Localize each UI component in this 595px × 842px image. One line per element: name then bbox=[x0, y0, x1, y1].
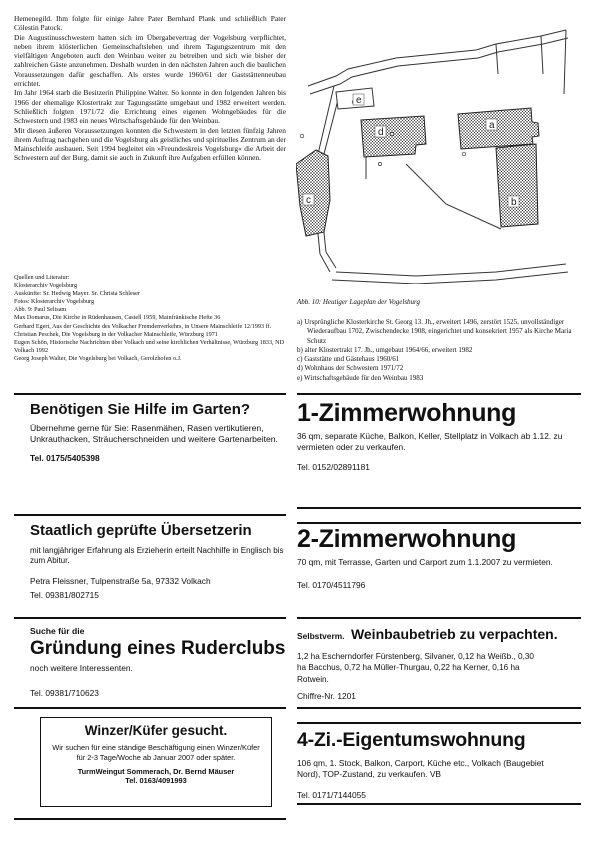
ad-phone: Tel. 0152/02891181 bbox=[297, 462, 370, 472]
source-line: Abb. 9: Paul Selisam bbox=[14, 306, 67, 314]
ad-phone: Tel. 0175/5405398 bbox=[30, 453, 100, 464]
ad-divider bbox=[297, 393, 581, 395]
map-label-e: e bbox=[356, 95, 362, 106]
map-label-b: b bbox=[511, 197, 517, 208]
article-paragraph: Hemenegild. Ihm folgte für einige Jahre Pater Bernhard Plank und schließlich Pater Cölestin Patock. bbox=[14, 14, 286, 33]
ad-phone: Tel. 09381/802715 bbox=[30, 590, 99, 600]
ad-rowing-club bbox=[30, 626, 286, 698]
map-label-c: c bbox=[306, 195, 311, 206]
ad-divider bbox=[297, 722, 581, 724]
ad-body: 106 qm, 1. Stock, Balkon, Carport, Küche etc., Volkach (Baugebiet Nord), TOP-Zustand, zu verkaufen. VB bbox=[297, 758, 544, 779]
ad-title: 1-Zimmerwohnung bbox=[297, 399, 517, 427]
ad-kicker: Selbstverm. bbox=[297, 631, 345, 641]
building-b bbox=[496, 144, 538, 227]
ad-body: Übernehme gerne für Sie: Rasenmähen, Rasen vertikutieren, Unkrauthacken, Sträucherschneiden und weitere Gartenarbeiten. bbox=[30, 423, 278, 444]
building-c bbox=[296, 150, 330, 236]
ad-divider bbox=[14, 617, 286, 619]
ad-phone: Tel. 0170/4511796 bbox=[297, 580, 366, 590]
ad-title: Staatlich geprüfte Übersetzerin bbox=[30, 522, 252, 539]
ad-body: 36 qm, separate Küche, Balkon, Keller, Stellplatz in Volkach ab 1.12. zu vermieten oder zu verkaufen. bbox=[297, 431, 563, 452]
ad-title: Winzer/Küfer gesucht. bbox=[84, 723, 228, 738]
ad-divider bbox=[297, 507, 581, 509]
ad-phone: Tel. 09381/710623 bbox=[30, 688, 99, 698]
ad-garden-help bbox=[30, 401, 286, 463]
ad-phone: Tel. 0163/4091993 bbox=[125, 776, 187, 786]
source-line: Auskünfte: Sr. Hedwig Mayer. Sr. Christa Schleser bbox=[14, 290, 140, 298]
map-label-d: d bbox=[378, 127, 384, 138]
legend-item: c) Gaststätte und Gästehaus 1960/61 bbox=[297, 355, 400, 364]
ad-translator bbox=[30, 522, 286, 600]
ad-divider bbox=[14, 393, 286, 395]
article-paragraph: Mit diesen äußeren Voraussetzungen konnten die Schwestern in den letzten fünfzig Jahren ihrem Auftrag nachgehen und die Vogelsburg als geistliches und spirituelles Zentrum an der Mainschleife ausbauen. Seit 1994 begleitet ein »Freundeskreis Vogelsburg« die Arbeit der Schwestern auf der Burg, damit sie auch in Zukunft ihre Aufgaben erfüllen können. bbox=[14, 125, 286, 163]
legend-item: a) Ursprüngliche Klosterkirche St. Georg 13. Jh., erweitert 1496, zerstört 1525, unvollständiger Wiederaufbau 1702, Zwischendecke 1908, eingerichtet und konsekriert 1957 als Kirche Maria Schutz bbox=[297, 318, 572, 345]
ad-title: 4-Zi.-Eigentumswohnung bbox=[297, 729, 526, 751]
ad-divider bbox=[297, 617, 581, 619]
ad-4-room-condo bbox=[297, 729, 581, 800]
ad-chiffre: Chiffre-Nr. 1201 bbox=[297, 690, 356, 701]
legend-item: e) Wirtschaftsgebäude für den Weinbau 1983 bbox=[297, 373, 424, 382]
sources-list bbox=[14, 274, 286, 363]
source-line: Quellen und Literatur: bbox=[14, 274, 70, 281]
building-a bbox=[458, 108, 539, 149]
source-line: Klosterarchiv Vogelsburg bbox=[14, 282, 78, 290]
ad-1-room-apartment bbox=[297, 399, 581, 472]
source-line: Gerhard Egert, Aus der Geschichte des Volkacher Fremdenverkehrs, in Unsere Mainschleife 12/1993 ff. bbox=[14, 322, 272, 330]
ad-address: Petra Fleissner, Tulpenstraße 5a, 97332 Volkach bbox=[30, 576, 211, 586]
ad-title: Gründung eines Ruderclubs bbox=[30, 638, 286, 659]
source-line: Christian Peschek, Die Vogelsburg in der Volkacher Mainschleife, Würzburg 1971 bbox=[14, 330, 218, 338]
legend-item: b) alter Klostertrakt 17. Jh., umgebaut 1964/66, erweitert 1982 bbox=[297, 345, 473, 354]
ad-winegrower-wanted bbox=[40, 717, 272, 807]
ad-title: Weinbaubetrieb zu verpachten. bbox=[350, 626, 558, 642]
ad-body: 70 qm, mit Terrasse, Garten und Carport zum 1.1.2007 zu vermieten. bbox=[297, 557, 553, 567]
source-line: Fotos: Klosterarchiv Vogelsburg bbox=[14, 298, 95, 306]
ad-divider bbox=[14, 818, 286, 820]
ad-body: noch weitere Interessenten. bbox=[30, 663, 133, 673]
ad-divider bbox=[297, 707, 581, 709]
map-caption: Abb. 10: Heutiger Lageplan der Vogelsburg bbox=[297, 298, 421, 306]
ad-vineyard-lease bbox=[297, 626, 581, 701]
building-d bbox=[361, 116, 426, 157]
ad-kicker: Suche für die bbox=[30, 626, 85, 636]
source-line: Max Domarus, Die Kirche in Rüdenhausen, Castell 1959, Mainfränkische Hefte 36 bbox=[14, 314, 221, 322]
legend-item: d) Wohnhaus der Schwestern 1971/72 bbox=[297, 364, 404, 373]
map-label-a: a bbox=[489, 120, 495, 131]
map-legend bbox=[297, 318, 582, 383]
ad-heading bbox=[297, 626, 581, 644]
article-paragraph: Die Augustinusschwestern hatten sich im Übergabevertrag der Vogelsburg verpflichtet, neben ihrem klösterlichen Gemeinschaftsleben und ihrem Tagungszentrum mit den vielfältigen Angeboten auch den Weinbau weiter zu betreiben und sich wie bisher der zahlreichen Gäste anzunehmen. Deshalb wurden in den nächsten Jahren auch die baulichen Voraussetzungen dafür geschaffen. Als erstes wurde 1960/61 der Gaststättenneubau errichtet. bbox=[14, 32, 286, 89]
source-line: Georg Joseph Walter, Die Vogelsburg bei Volkach, Gerolzhofen o.J. bbox=[14, 354, 182, 362]
ad-body: mit langjähriger Erfahrung als Erzieherin erteilt Nachhilfe in Englisch bis zum Abitur. bbox=[30, 546, 284, 565]
ad-title: Benötigen Sie Hilfe im Garten? bbox=[30, 401, 251, 418]
ad-title: 2-Zimmerwohnung bbox=[297, 525, 517, 553]
site-plan-map bbox=[296, 14, 586, 284]
ad-body: Wir suchen für eine ständige Beschäftigung einen Winzer/Küfer für 2-3 Tage/Woche ab Januar 2007 oder später. bbox=[52, 743, 260, 762]
ad-divider bbox=[297, 522, 581, 524]
article-text bbox=[14, 14, 286, 163]
ad-2-room-apartment bbox=[297, 525, 581, 590]
ad-divider bbox=[14, 707, 286, 709]
ad-company: TurmWeingut Sommerach, Dr. Bernd Mäuser bbox=[77, 767, 235, 777]
ad-phone: Tel. 0171/7144055 bbox=[297, 790, 366, 800]
article-paragraph: Im Jahr 1964 starb die Besitzerin Philippine Walter. So konnte in den folgenden Jahren bis 1966 der ehemalige Klostertrakt zur Tagungsstätte umgebaut und 1982 erweitert werden. Schließlich folgten 1971/72 die Errichtung eines eigenen Wohngebäudes für die Schwestern und 1983 ein neues Wirtschaftsgebäude für den Weinbau. bbox=[14, 88, 286, 126]
ad-divider bbox=[297, 803, 581, 805]
source-line: Eugen Schön, Historische Nachrichten über Volkach und seine kirchlichen Verhältnisse, Würzburg 1833, ND Volkach 1992 bbox=[14, 338, 285, 354]
ad-body: 1,2 ha Escherndorfer Fürstenberg, Silvaner, 0,12 ha Weißb., 0,30 ha Bacchus, 0,72 ha Müller-Thurgau, 0,22 ha Kerner, 0,16 ha Rotwein. bbox=[297, 652, 534, 684]
ad-divider bbox=[14, 514, 286, 516]
